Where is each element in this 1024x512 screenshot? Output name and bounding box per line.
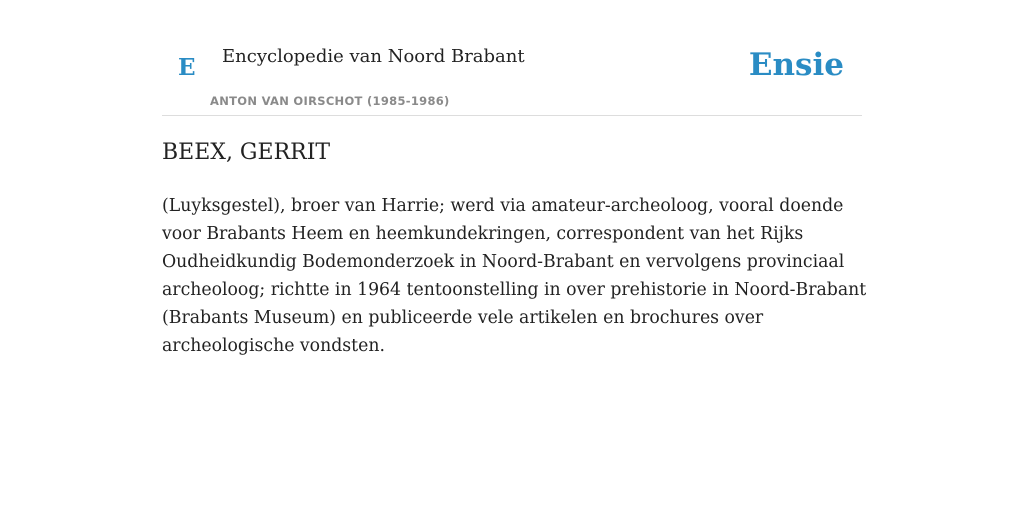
entry-body: (Luyksgestel), broer van Harrie; werd via amateur-archeoloog, vooral doende voor Brabants Heem en heemkundekringen, correspondent van het Rijks Oudheidkundig Bodemonderzoek in Noord-Brabant en vervolgens provinciaal archeoloog; richtte in 1964 tentoonstelling in over prehistorie in Noord-Brabant (Brabants Museum) en publiceerde vele artikelen en brochures over archeologische vondsten.: [162, 196, 867, 356]
book-title-link[interactable]: Encyclopedie van Noord Brabant: [222, 46, 525, 67]
book-letter-icon[interactable]: E: [178, 54, 196, 81]
book-header: [162, 0, 862, 116]
page-container: [162, 0, 867, 356]
ensie-logo[interactable]: Ensie: [748, 47, 844, 83]
entry-title: BEEX, GERRIT: [162, 140, 331, 165]
book-author: ANTON VAN OIRSCHOT (1985-1986): [210, 94, 450, 108]
